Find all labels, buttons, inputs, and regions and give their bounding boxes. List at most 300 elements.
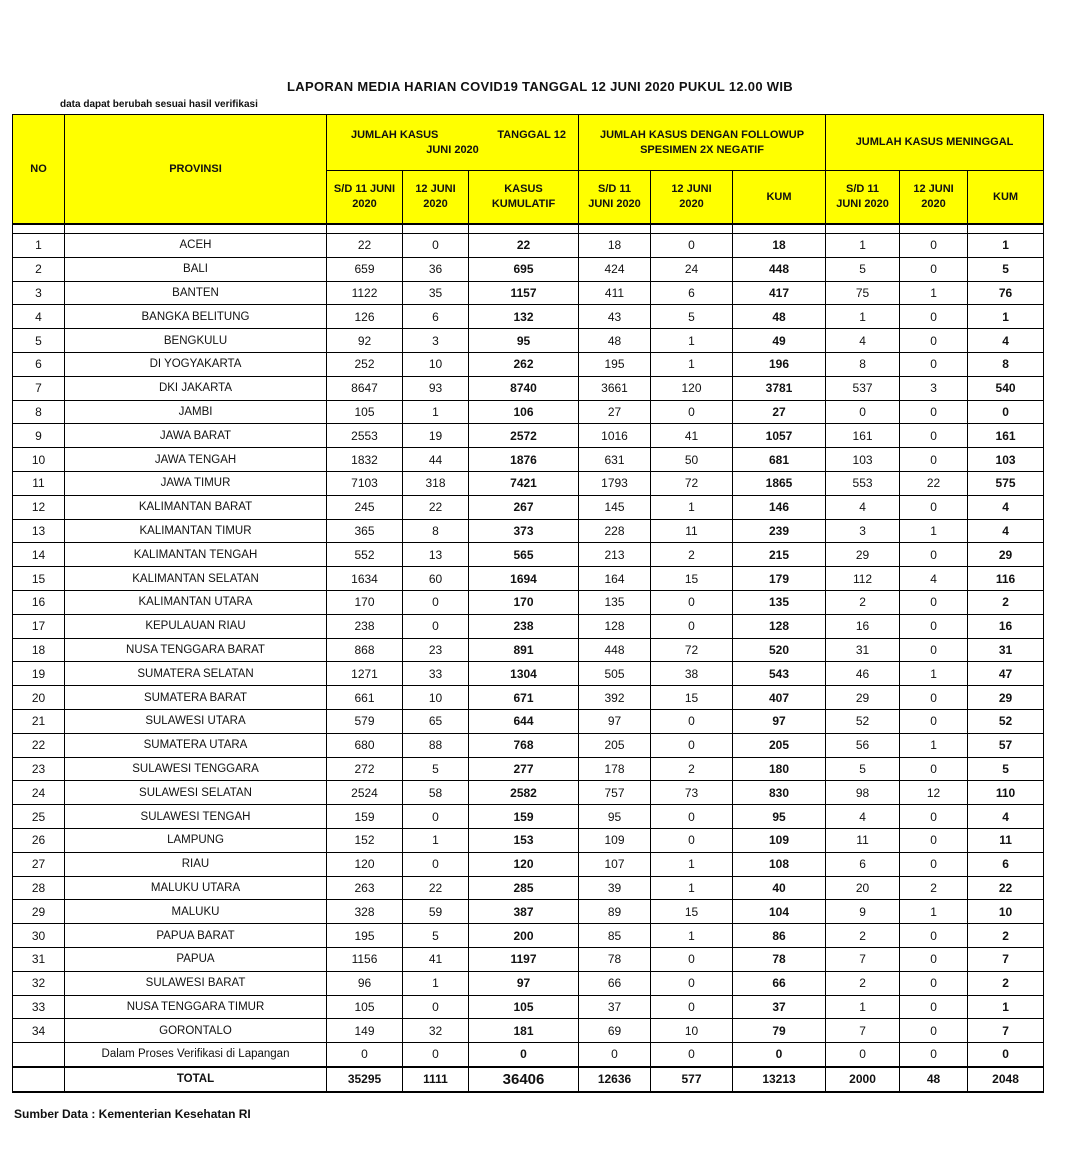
table-row xyxy=(13,876,1044,900)
cell-followup-sd11: 12636 xyxy=(579,1067,651,1092)
cell-followup-sd11: 505 xyxy=(579,662,651,686)
cell-sd11: 661 xyxy=(327,686,403,710)
cell-followup-sd11: 18 xyxy=(579,234,651,258)
cell-provinsi: SUMATERA BARAT xyxy=(65,686,327,710)
cell-followup-sd11: 85 xyxy=(579,924,651,948)
header-msd11-line1: S/D 11 xyxy=(846,183,880,195)
cell-sd11: 1156 xyxy=(327,947,403,971)
cell-provinsi: BENGKULU xyxy=(65,329,327,353)
cell-followup-juni12: 0 xyxy=(651,971,733,995)
spacer-cell xyxy=(65,224,327,234)
cell-meninggal-sd11: 1 xyxy=(826,305,900,329)
cell-followup-kum: 3781 xyxy=(733,376,826,400)
cell-meninggal-sd11: 75 xyxy=(826,281,900,305)
cell-followup-kum: 681 xyxy=(733,448,826,472)
cell-juni12: 35 xyxy=(403,281,469,305)
cell-juni12: 44 xyxy=(403,448,469,472)
header-jumlah-kasus-label: JUMLAH KASUS xyxy=(351,128,439,141)
cell-provinsi: NUSA TENGGARA BARAT xyxy=(65,638,327,662)
cell-kumulatif: 8740 xyxy=(469,376,579,400)
cell-followup-juni12: 24 xyxy=(651,257,733,281)
cell-provinsi: MALUKU UTARA xyxy=(65,876,327,900)
cell-no xyxy=(13,1067,65,1092)
cell-meninggal-juni12: 1 xyxy=(900,519,968,543)
cell-kumulatif: 387 xyxy=(469,900,579,924)
cell-followup-sd11: 164 xyxy=(579,567,651,591)
cell-followup-juni12: 0 xyxy=(651,947,733,971)
cell-meninggal-juni12: 48 xyxy=(900,1067,968,1092)
cell-followup-juni12: 15 xyxy=(651,686,733,710)
cell-meninggal-juni12: 0 xyxy=(900,852,968,876)
cell-followup-juni12: 577 xyxy=(651,1067,733,1092)
cell-followup-sd11: 97 xyxy=(579,709,651,733)
cell-no: 28 xyxy=(13,876,65,900)
table-row xyxy=(13,234,1044,258)
cell-no: 21 xyxy=(13,709,65,733)
cell-provinsi: SUMATERA SELATAN xyxy=(65,662,327,686)
cell-followup-kum: 18 xyxy=(733,234,826,258)
cell-juni12: 0 xyxy=(403,234,469,258)
cell-followup-juni12: 0 xyxy=(651,400,733,424)
cell-meninggal-sd11: 5 xyxy=(826,757,900,781)
cell-kumulatif: 200 xyxy=(469,924,579,948)
cell-meninggal-sd11: 103 xyxy=(826,448,900,472)
cell-meninggal-sd11: 46 xyxy=(826,662,900,686)
cell-no: 1 xyxy=(13,234,65,258)
cell-meninggal-juni12: 0 xyxy=(900,947,968,971)
cell-followup-juni12: 2 xyxy=(651,543,733,567)
cell-meninggal-kum: 0 xyxy=(968,1043,1044,1067)
header-kasus-line1: KASUS xyxy=(504,183,543,195)
cell-sd11: 252 xyxy=(327,352,403,376)
cell-sd11: 152 xyxy=(327,828,403,852)
cell-provinsi: JAMBI xyxy=(65,400,327,424)
table-row xyxy=(13,400,1044,424)
cell-sd11: 238 xyxy=(327,614,403,638)
cell-meninggal-kum: 161 xyxy=(968,424,1044,448)
cell-followup-sd11: 411 xyxy=(579,281,651,305)
cell-followup-juni12: 1 xyxy=(651,876,733,900)
table-row xyxy=(13,614,1044,638)
covid-report-table xyxy=(12,114,1044,1093)
cell-meninggal-sd11: 2 xyxy=(826,971,900,995)
cell-followup-juni12: 2 xyxy=(651,757,733,781)
cell-juni12: 65 xyxy=(403,709,469,733)
cell-no: 6 xyxy=(13,352,65,376)
cell-no: 16 xyxy=(13,590,65,614)
cell-meninggal-sd11: 537 xyxy=(826,376,900,400)
cell-followup-sd11: 95 xyxy=(579,805,651,829)
cell-meninggal-kum: 16 xyxy=(968,614,1044,638)
cell-meninggal-juni12: 4 xyxy=(900,567,968,591)
cell-meninggal-juni12: 0 xyxy=(900,234,968,258)
cell-kumulatif: 2582 xyxy=(469,781,579,805)
cell-kumulatif: 170 xyxy=(469,590,579,614)
cell-followup-sd11: 43 xyxy=(579,305,651,329)
cell-followup-kum: 135 xyxy=(733,590,826,614)
cell-followup-kum: 78 xyxy=(733,947,826,971)
cell-juni12: 318 xyxy=(403,471,469,495)
header-sd11-line1: S/D 11 JUNI xyxy=(333,183,396,195)
cell-no: 30 xyxy=(13,924,65,948)
cell-meninggal-juni12: 0 xyxy=(900,1043,968,1067)
cell-meninggal-sd11: 8 xyxy=(826,352,900,376)
cell-sd11: 263 xyxy=(327,876,403,900)
cell-sd11: 1832 xyxy=(327,448,403,472)
cell-provinsi: KALIMANTAN SELATAN xyxy=(65,567,327,591)
cell-followup-juni12: 50 xyxy=(651,448,733,472)
cell-kumulatif: 238 xyxy=(469,614,579,638)
cell-kumulatif: 95 xyxy=(469,329,579,353)
cell-followup-sd11: 228 xyxy=(579,519,651,543)
table-row xyxy=(13,471,1044,495)
cell-meninggal-sd11: 0 xyxy=(826,1043,900,1067)
cell-no: 4 xyxy=(13,305,65,329)
header-fsd11-line1: S/D 11 xyxy=(597,183,632,195)
cell-sd11: 659 xyxy=(327,257,403,281)
cell-meninggal-juni12: 1 xyxy=(900,900,968,924)
cell-meninggal-sd11: 29 xyxy=(826,686,900,710)
cell-meninggal-sd11: 31 xyxy=(826,638,900,662)
cell-followup-sd11: 757 xyxy=(579,781,651,805)
cell-sd11: 272 xyxy=(327,757,403,781)
cell-kumulatif: 267 xyxy=(469,495,579,519)
cell-provinsi: KALIMANTAN TENGAH xyxy=(65,543,327,567)
cell-sd11: 22 xyxy=(327,234,403,258)
cell-no xyxy=(13,1043,65,1067)
cell-followup-kum: 196 xyxy=(733,352,826,376)
cell-sd11: 245 xyxy=(327,495,403,519)
cell-meninggal-kum: 0 xyxy=(968,400,1044,424)
cell-juni12: 22 xyxy=(403,876,469,900)
cell-no: 13 xyxy=(13,519,65,543)
cell-followup-kum: 48 xyxy=(733,305,826,329)
spacer-cell xyxy=(968,224,1044,234)
table-row xyxy=(13,424,1044,448)
table-row xyxy=(13,495,1044,519)
cell-followup-sd11: 424 xyxy=(579,257,651,281)
cell-provinsi: BALI xyxy=(65,257,327,281)
cell-meninggal-juni12: 0 xyxy=(900,614,968,638)
cell-sd11: 365 xyxy=(327,519,403,543)
cell-no: 10 xyxy=(13,448,65,472)
header-meninggal-12juni xyxy=(900,171,968,225)
cell-no: 15 xyxy=(13,567,65,591)
cell-followup-kum: 543 xyxy=(733,662,826,686)
cell-followup-sd11: 135 xyxy=(579,590,651,614)
cell-meninggal-sd11: 4 xyxy=(826,329,900,353)
cell-meninggal-kum: 52 xyxy=(968,709,1044,733)
cell-provinsi: GORONTALO xyxy=(65,1019,327,1043)
cell-no: 18 xyxy=(13,638,65,662)
cell-juni12: 6 xyxy=(403,305,469,329)
cell-meninggal-juni12: 0 xyxy=(900,709,968,733)
cell-no: 8 xyxy=(13,400,65,424)
cell-meninggal-kum: 11 xyxy=(968,828,1044,852)
table-row xyxy=(13,686,1044,710)
cell-meninggal-kum: 29 xyxy=(968,543,1044,567)
cell-meninggal-kum: 575 xyxy=(968,471,1044,495)
cell-provinsi: KALIMANTAN BARAT xyxy=(65,495,327,519)
cell-juni12: 36 xyxy=(403,257,469,281)
table-row xyxy=(13,1019,1044,1043)
cell-provinsi: LAMPUNG xyxy=(65,828,327,852)
cell-followup-juni12: 15 xyxy=(651,900,733,924)
cell-provinsi: SULAWESI BARAT xyxy=(65,971,327,995)
cell-followup-juni12: 6 xyxy=(651,281,733,305)
cell-meninggal-juni12: 0 xyxy=(900,400,968,424)
cell-followup-kum: 180 xyxy=(733,757,826,781)
cell-kumulatif: 1304 xyxy=(469,662,579,686)
table-row xyxy=(13,805,1044,829)
cell-kumulatif: 285 xyxy=(469,876,579,900)
header-followup-sd11 xyxy=(579,171,651,225)
cell-meninggal-kum: 8 xyxy=(968,352,1044,376)
cell-meninggal-sd11: 2 xyxy=(826,590,900,614)
cell-followup-kum: 109 xyxy=(733,828,826,852)
table-row xyxy=(13,733,1044,757)
cell-kumulatif: 159 xyxy=(469,805,579,829)
cell-followup-juni12: 0 xyxy=(651,828,733,852)
cell-sd11: 2524 xyxy=(327,781,403,805)
cell-no: 3 xyxy=(13,281,65,305)
cell-meninggal-juni12: 0 xyxy=(900,448,968,472)
cell-followup-kum: 215 xyxy=(733,543,826,567)
cell-provinsi: SULAWESI TENGAH xyxy=(65,805,327,829)
verification-note: data dapat berubah sesuai hasil verifikasi xyxy=(60,99,258,110)
header-kasus-kumulatif xyxy=(469,171,579,225)
cell-juni12: 41 xyxy=(403,947,469,971)
cell-meninggal-juni12: 22 xyxy=(900,471,968,495)
header-12juni-line2: 2020 xyxy=(423,198,448,210)
cell-followup-kum: 86 xyxy=(733,924,826,948)
cell-no: 14 xyxy=(13,543,65,567)
cell-juni12: 10 xyxy=(403,352,469,376)
cell-followup-kum: 108 xyxy=(733,852,826,876)
cell-provinsi: DI YOGYAKARTA xyxy=(65,352,327,376)
cell-no: 7 xyxy=(13,376,65,400)
cell-meninggal-sd11: 52 xyxy=(826,709,900,733)
header-followup-12juni xyxy=(651,171,733,225)
cell-sd11: 1122 xyxy=(327,281,403,305)
cell-followup-sd11: 39 xyxy=(579,876,651,900)
cell-followup-juni12: 72 xyxy=(651,638,733,662)
spacer-cell xyxy=(469,224,579,234)
cell-kumulatif: 120 xyxy=(469,852,579,876)
cell-provinsi: PAPUA BARAT xyxy=(65,924,327,948)
cell-juni12: 5 xyxy=(403,757,469,781)
cell-juni12: 13 xyxy=(403,543,469,567)
cell-juni12: 1 xyxy=(403,400,469,424)
cell-meninggal-juni12: 0 xyxy=(900,352,968,376)
table-row xyxy=(13,709,1044,733)
cell-meninggal-juni12: 0 xyxy=(900,638,968,662)
cell-followup-sd11: 48 xyxy=(579,329,651,353)
cell-followup-kum: 49 xyxy=(733,329,826,353)
table-row xyxy=(13,757,1044,781)
report-title: LAPORAN MEDIA HARIAN COVID19 TANGGAL 12 JUNI 2020 PUKUL 12.00 WIB xyxy=(287,79,793,94)
cell-followup-sd11: 195 xyxy=(579,352,651,376)
cell-juni12: 3 xyxy=(403,329,469,353)
cell-sd11: 170 xyxy=(327,590,403,614)
cell-sd11: 0 xyxy=(327,1043,403,1067)
cell-followup-sd11: 3661 xyxy=(579,376,651,400)
cell-provinsi: SULAWESI UTARA xyxy=(65,709,327,733)
cell-followup-sd11: 205 xyxy=(579,733,651,757)
source-note: Sumber Data : Kementerian Kesehatan RI xyxy=(14,1107,251,1121)
cell-provinsi: JAWA BARAT xyxy=(65,424,327,448)
header-jumlah-kasus xyxy=(327,115,579,171)
cell-followup-juni12: 0 xyxy=(651,1043,733,1067)
cell-meninggal-sd11: 553 xyxy=(826,471,900,495)
header-12juni xyxy=(403,171,469,225)
cell-provinsi: BANTEN xyxy=(65,281,327,305)
cell-meninggal-sd11: 0 xyxy=(826,400,900,424)
cell-meninggal-kum: 47 xyxy=(968,662,1044,686)
cell-sd11: 328 xyxy=(327,900,403,924)
cell-followup-sd11: 392 xyxy=(579,686,651,710)
cell-meninggal-kum: 57 xyxy=(968,733,1044,757)
cell-meninggal-juni12: 0 xyxy=(900,805,968,829)
cell-followup-sd11: 37 xyxy=(579,995,651,1019)
table-row xyxy=(13,900,1044,924)
table-row xyxy=(13,567,1044,591)
cell-provinsi: KALIMANTAN TIMUR xyxy=(65,519,327,543)
cell-meninggal-juni12: 0 xyxy=(900,305,968,329)
cell-meninggal-kum: 2 xyxy=(968,924,1044,948)
cell-meninggal-kum: 2 xyxy=(968,590,1044,614)
cell-sd11: 680 xyxy=(327,733,403,757)
spacer-cell xyxy=(733,224,826,234)
cell-no: 9 xyxy=(13,424,65,448)
cell-followup-sd11: 178 xyxy=(579,757,651,781)
cell-meninggal-sd11: 2000 xyxy=(826,1067,900,1092)
cell-sd11: 868 xyxy=(327,638,403,662)
table-row xyxy=(13,543,1044,567)
cell-followup-kum: 1865 xyxy=(733,471,826,495)
cell-provinsi: DKI JAKARTA xyxy=(65,376,327,400)
cell-meninggal-sd11: 7 xyxy=(826,1019,900,1043)
cell-sd11: 579 xyxy=(327,709,403,733)
cell-provinsi: JAWA TIMUR xyxy=(65,471,327,495)
cell-followup-juni12: 0 xyxy=(651,733,733,757)
cell-no: 31 xyxy=(13,947,65,971)
cell-sd11: 2553 xyxy=(327,424,403,448)
cell-sd11: 105 xyxy=(327,995,403,1019)
cell-meninggal-sd11: 20 xyxy=(826,876,900,900)
cell-meninggal-juni12: 12 xyxy=(900,781,968,805)
table-row xyxy=(13,924,1044,948)
cell-meninggal-kum: 1 xyxy=(968,305,1044,329)
spacer-cell xyxy=(579,224,651,234)
cell-meninggal-kum: 31 xyxy=(968,638,1044,662)
cell-meninggal-sd11: 7 xyxy=(826,947,900,971)
cell-meninggal-sd11: 9 xyxy=(826,900,900,924)
cell-kumulatif: 671 xyxy=(469,686,579,710)
cell-juni12: 32 xyxy=(403,1019,469,1043)
cell-followup-sd11: 109 xyxy=(579,828,651,852)
cell-provinsi: SUMATERA UTARA xyxy=(65,733,327,757)
cell-juni12: 10 xyxy=(403,686,469,710)
cell-provinsi: PAPUA xyxy=(65,947,327,971)
cell-sd11: 149 xyxy=(327,1019,403,1043)
cell-juni12: 59 xyxy=(403,900,469,924)
cell-followup-juni12: 1 xyxy=(651,495,733,519)
header-sd11-line2: 2020 xyxy=(352,198,377,210)
cell-kumulatif: 1157 xyxy=(469,281,579,305)
cell-kumulatif: 36406 xyxy=(469,1067,579,1092)
header-kasus-line2: KUMULATIF xyxy=(491,198,556,210)
cell-provinsi: BANGKA BELITUNG xyxy=(65,305,327,329)
table-row xyxy=(13,281,1044,305)
cell-followup-kum: 66 xyxy=(733,971,826,995)
cell-no: 24 xyxy=(13,781,65,805)
header-provinsi: PROVINSI xyxy=(65,115,327,225)
cell-provinsi: ACEH xyxy=(65,234,327,258)
cell-provinsi: NUSA TENGGARA TIMUR xyxy=(65,995,327,1019)
cell-followup-juni12: 15 xyxy=(651,567,733,591)
cell-provinsi: SULAWESI SELATAN xyxy=(65,781,327,805)
cell-kumulatif: 262 xyxy=(469,352,579,376)
cell-meninggal-juni12: 0 xyxy=(900,495,968,519)
table-row xyxy=(13,828,1044,852)
cell-followup-kum: 27 xyxy=(733,400,826,424)
cell-kumulatif: 153 xyxy=(469,828,579,852)
cell-meninggal-kum: 29 xyxy=(968,686,1044,710)
cell-kumulatif: 7421 xyxy=(469,471,579,495)
cell-followup-kum: 407 xyxy=(733,686,826,710)
cell-kumulatif: 695 xyxy=(469,257,579,281)
cell-followup-kum: 417 xyxy=(733,281,826,305)
cell-kumulatif: 1197 xyxy=(469,947,579,971)
cell-meninggal-kum: 2 xyxy=(968,971,1044,995)
cell-followup-sd11: 107 xyxy=(579,852,651,876)
cell-followup-juni12: 0 xyxy=(651,234,733,258)
header-mj12-line2: 2020 xyxy=(921,198,946,210)
cell-sd11: 126 xyxy=(327,305,403,329)
cell-followup-kum: 448 xyxy=(733,257,826,281)
cell-followup-kum: 1057 xyxy=(733,424,826,448)
table-row xyxy=(13,305,1044,329)
cell-meninggal-juni12: 0 xyxy=(900,543,968,567)
cell-followup-juni12: 10 xyxy=(651,1019,733,1043)
cell-no: 32 xyxy=(13,971,65,995)
cell-meninggal-kum: 2048 xyxy=(968,1067,1044,1092)
cell-meninggal-juni12: 0 xyxy=(900,995,968,1019)
table-row xyxy=(13,519,1044,543)
cell-meninggal-sd11: 4 xyxy=(826,495,900,519)
cell-followup-kum: 40 xyxy=(733,876,826,900)
spacer-cell xyxy=(651,224,733,234)
header-sd11 xyxy=(327,171,403,225)
spacer-row xyxy=(13,224,1044,234)
header-fj12-line2: 2020 xyxy=(679,198,704,210)
cell-sd11: 1634 xyxy=(327,567,403,591)
cell-followup-kum: 179 xyxy=(733,567,826,591)
cell-kumulatif: 1876 xyxy=(469,448,579,472)
cell-no: 17 xyxy=(13,614,65,638)
header-fj12-line1: 12 JUNI xyxy=(671,183,712,195)
cell-followup-kum: 104 xyxy=(733,900,826,924)
cell-followup-sd11: 1793 xyxy=(579,471,651,495)
header-meninggal-kum: KUM xyxy=(968,171,1044,225)
cell-followup-juni12: 0 xyxy=(651,995,733,1019)
cell-followup-kum: 37 xyxy=(733,995,826,1019)
cell-meninggal-sd11: 112 xyxy=(826,567,900,591)
table-row xyxy=(13,590,1044,614)
cell-meninggal-kum: 110 xyxy=(968,781,1044,805)
cell-meninggal-sd11: 1 xyxy=(826,995,900,1019)
